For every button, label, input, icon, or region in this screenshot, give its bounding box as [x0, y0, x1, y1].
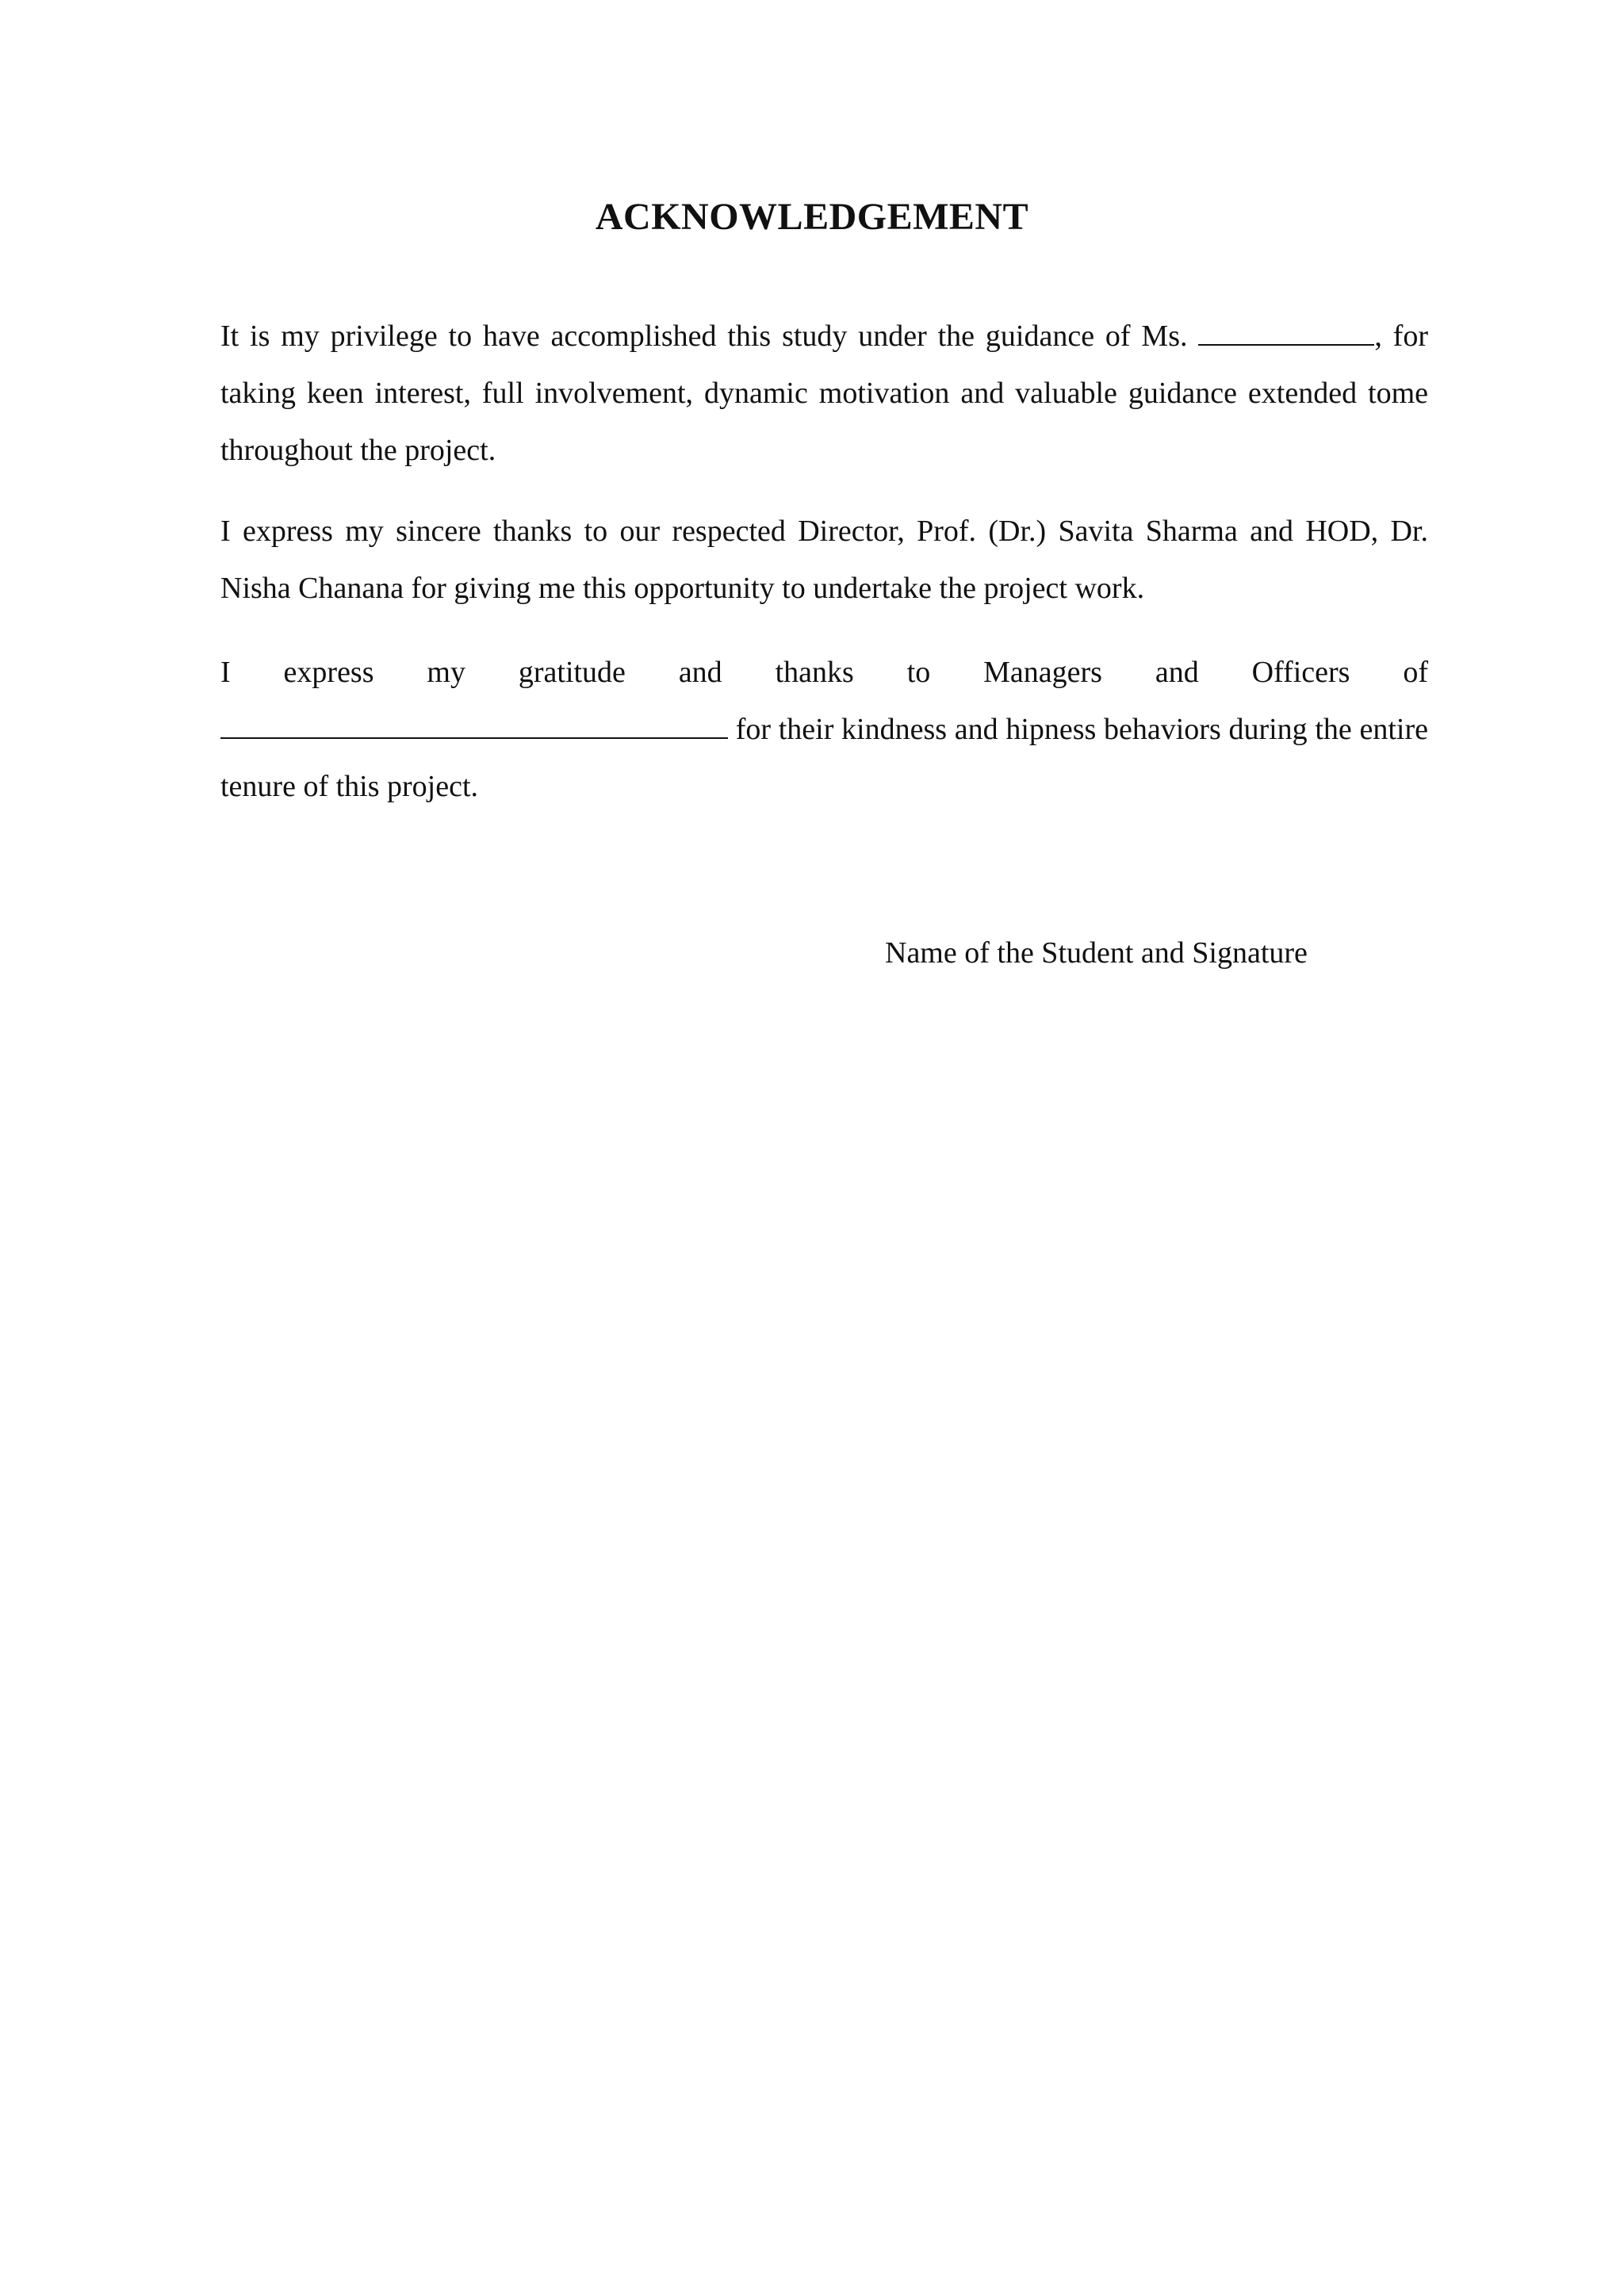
paragraph-gratitude-word: Officers — [1251, 656, 1350, 689]
paragraph-gratitude-word: thanks — [775, 656, 854, 689]
paragraph-gratitude-word: I — [220, 656, 231, 689]
paragraph-thanks: I express my sincere thanks to our respected Director, Prof. (Dr.) Savita Sharma and HOD, Dr. Nisha Chanana for giving me this opportunity to undertake the project work. — [220, 515, 1428, 605]
paragraph-guidance — [220, 308, 1428, 479]
guide-name-blank — [1198, 320, 1374, 346]
paragraph-gratitude-word: and — [1155, 656, 1199, 689]
paragraph-gratitude-word: Managers — [983, 656, 1102, 689]
paragraph-gratitude-word: express — [283, 656, 374, 689]
paragraph-gratitude-word: of — [1403, 656, 1428, 689]
paragraph-gratitude-rest — [220, 701, 1428, 815]
page-title: ACKNOWLEDGEMENT — [595, 196, 1029, 238]
organization-name-blank — [220, 714, 728, 739]
paragraph-gratitude-word: gratitude — [518, 656, 626, 689]
paragraph-gratitude-word: and — [678, 656, 722, 689]
paragraph-gratitude-word: to — [906, 656, 931, 689]
paragraph-gratitude-part2: for their kindness and hipness behaviors during the entire tenure of this project. — [220, 713, 1428, 803]
signature-label: Name of the Student and Signature — [885, 936, 1308, 970]
paragraph-gratitude — [220, 644, 1428, 815]
paragraph-gratitude-first-line — [220, 644, 1428, 701]
paragraph-guidance-part2: , for taking keen interest, full involvement, dynamic motivation and valuable guidance extended tome throughout the project. — [220, 320, 1428, 467]
paragraph-gratitude-word: my — [427, 656, 465, 689]
paragraph-guidance-part1: It is my privilege to have accomplished this study under the guidance of Ms. — [220, 320, 1199, 353]
